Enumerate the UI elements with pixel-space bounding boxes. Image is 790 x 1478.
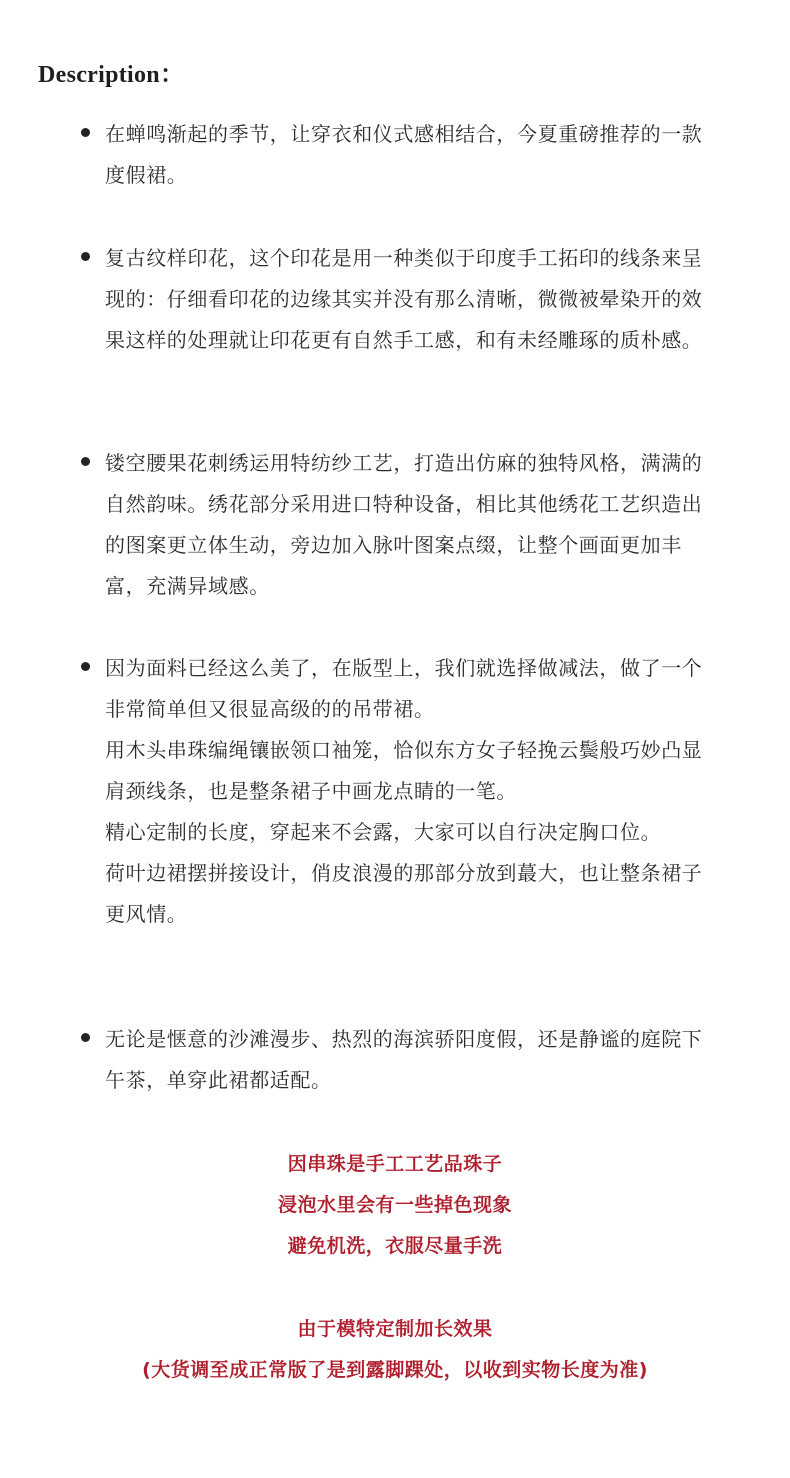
care-notice (0, 1144, 790, 1267)
bullet-icon (81, 252, 90, 261)
paragraph: 无论是惬意的沙滩漫步、热烈的海滨骄阳度假，还是静谧的庭院下午茶，单穿此裙都适配。 (105, 1027, 703, 1092)
description-item-1 (105, 114, 705, 196)
bullet-icon (81, 128, 90, 137)
bullet-icon (81, 457, 90, 466)
description-item-2 (105, 238, 705, 361)
paragraph: 复古纹样印花，这个印花是用一种类似于印度手工拓印的线条来呈现的：仔细看印花的边缘其实并没有那么清晰，微微被晕染开的效果这样的处理就让印花更有自然手工感，和有未经雕琢的质朴感。 (105, 246, 703, 352)
description-item-3 (105, 443, 705, 607)
bullet-icon (81, 662, 90, 671)
length-notice (0, 1309, 790, 1391)
length-notice-line: 由于模特定制加长效果 (297, 1318, 493, 1340)
length-notice-line: (大货调至成正常版了是到露脚踝处，以收到实物长度为准) (142, 1359, 648, 1381)
paragraph: 镂空腰果花刺绣运用特纺纱工艺，打造出仿麻的独特风格，满满的自然韵味。绣花部分采用进口特种设备，相比其他绣花工艺织造出的图案更立体生动，旁边加入脉叶图案点缀，让整个画面更加丰富，充满异域感。 (105, 451, 703, 598)
care-notice-line: 浸泡水里会有一些掉色现象 (277, 1194, 512, 1216)
paragraph: 用木头串珠编绳镶嵌领口袖笼，恰似东方女子轻挽云鬓般巧妙凸显肩颈线条，也是整条裙子中画龙点睛的一笔。 (105, 738, 703, 803)
care-notice-line: 避免机洗，衣服尽量手洗 (287, 1235, 503, 1257)
paragraph: 因为面料已经这么美了，在版型上，我们就选择做减法，做了一个非常简单但又很显高级的的吊带裙。 (105, 656, 703, 721)
paragraph: 在蝉鸣渐起的季节，让穿衣和仪式感相结合，今夏重磅推荐的一款度假裙。 (105, 122, 703, 187)
description-heading: Description： (38, 62, 185, 88)
paragraph: 精心定制的长度，穿起来不会露，大家可以自行决定胸口位。 (105, 820, 662, 844)
paragraph: 荷叶边裙摆拼接设计，俏皮浪漫的那部分放到蕞大，也让整条裙子更风情。 (105, 861, 703, 926)
description-item-4 (105, 648, 705, 935)
care-notice-line: 因串珠是手工工艺品珠子 (287, 1153, 503, 1175)
bullet-icon (81, 1033, 90, 1042)
description-item-5 (105, 1019, 705, 1101)
